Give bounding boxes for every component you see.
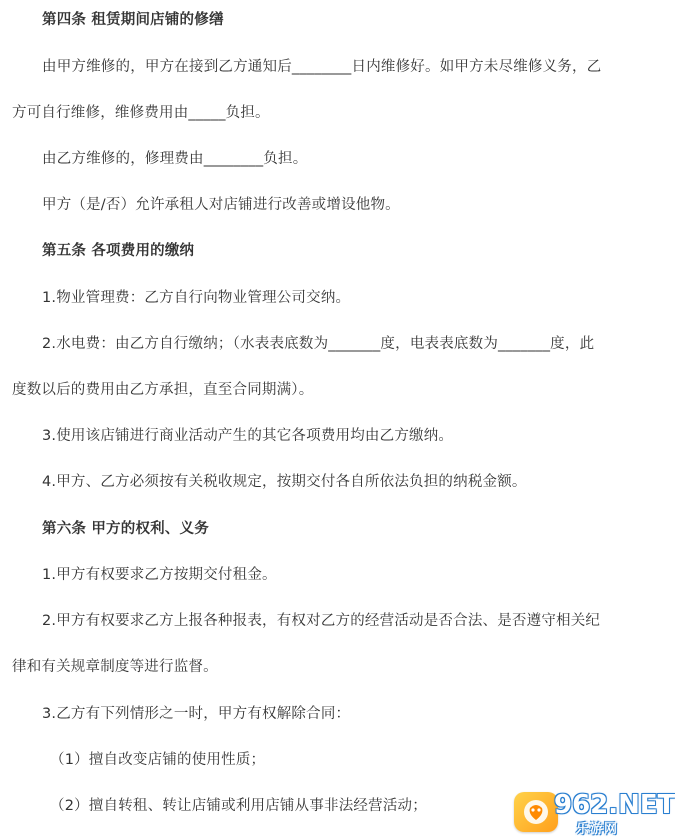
section-heading-5: 第五条 各项费用的缴纳	[42, 243, 195, 259]
paragraph-line: 2.水电费：由乙方自行缴纳；（水表表底数为_______度，电表表底数为_______度，此	[42, 336, 595, 352]
paragraph-line: 度数以后的费用由乙方承担，直至合同期满）。	[12, 382, 314, 398]
paragraph-line: 方可自行维修，维修费用由_____负担。	[12, 105, 270, 121]
paragraph-line: 由乙方维修的，修理费由________负担。	[42, 151, 308, 167]
paragraph-line: 由甲方维修的，甲方在接到乙方通知后________日内维修好。如甲方未尽维修义务，乙	[42, 59, 602, 75]
paragraph-line: 3.乙方有下列情形之一时，甲方有权解除合同：	[42, 706, 351, 722]
site-watermark	[514, 790, 675, 837]
watermark-sub: 乐游网	[576, 822, 619, 837]
paragraph-line: 4.甲方、乙方必须按有关税收规定，按期交付各自所依法负担的纳税金额。	[42, 474, 527, 490]
paragraph-line: 3.使用该店铺进行商业活动产生的其它各项费用均由乙方缴纳。	[42, 428, 454, 444]
paragraph-line: 2.甲方有权要求乙方上报各种报表，有权对乙方的经营活动是否合法、是否遵守相关纪	[42, 613, 601, 629]
section-heading-6: 第六条 甲方的权利、义务	[42, 521, 209, 537]
paragraph-line: 律和有关规章制度等进行监督。	[12, 659, 218, 675]
paragraph-line: 1.甲方有权要求乙方按期交付租金。	[42, 567, 277, 583]
paragraph-line: 甲方（是/否）允许承租人对店铺进行改善或增设他物。	[42, 197, 400, 213]
paragraph-line: 1.物业管理费：乙方自行向物业管理公司交纳。	[42, 290, 351, 306]
list-item: （1）擅自改变店铺的使用性质；	[50, 752, 266, 768]
list-item: （2）擅自转租、转让店铺或利用店铺从事非法经营活动；	[50, 798, 427, 814]
watermark-brand: 962.NET	[554, 790, 675, 820]
section-heading-4: 第四条 租赁期间店铺的修缮	[42, 12, 224, 28]
watermark-logo-icon	[514, 792, 558, 832]
